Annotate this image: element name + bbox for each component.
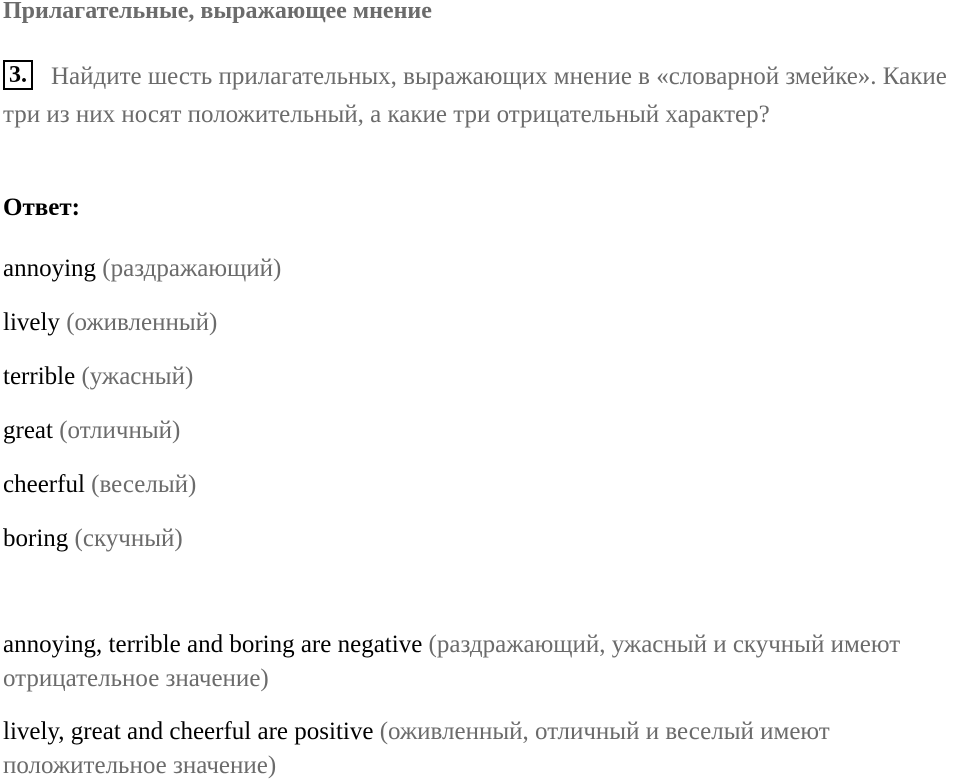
- adjective-list: [3, 250, 281, 574]
- task-block: [3, 58, 957, 134]
- adjective-translation: (скучный): [74, 525, 183, 552]
- adjective-item: [3, 412, 281, 466]
- adjective-translation: (оживленный): [66, 309, 218, 336]
- adjective-item: [3, 250, 281, 304]
- adjective-item: [3, 466, 281, 520]
- task-number-badge: 3.: [3, 60, 33, 90]
- summary-negative-translation: (раздражающий, ужасный и скучный имеют отрицательное значение): [3, 631, 901, 692]
- adjective-item: [3, 520, 281, 574]
- adjective-translation: (отличный): [59, 417, 181, 444]
- adjective-translation: (раздражающий): [102, 255, 282, 282]
- summary-positive-translation: (оживленный, отличный и веселый имеют положительное значение): [3, 718, 830, 779]
- summary-positive: [3, 715, 960, 783]
- summary-negative: [3, 628, 960, 696]
- section-heading: Прилагательные, выражающее мнение: [3, 0, 432, 24]
- adjective-translation: (веселый): [91, 471, 197, 498]
- adjective-english: great: [3, 417, 53, 444]
- summary-positive-english: lively, great and cheerful are positive: [3, 718, 374, 745]
- adjective-english: boring: [3, 525, 69, 552]
- summary-negative-english: annoying, terrible and boring are negative: [3, 631, 423, 658]
- adjective-english: annoying: [3, 255, 97, 282]
- adjective-english: cheerful: [3, 471, 85, 498]
- adjective-item: [3, 304, 281, 358]
- adjective-item: [3, 358, 281, 412]
- answer-label: Ответ:: [3, 194, 80, 221]
- adjective-english: terrible: [3, 363, 76, 390]
- task-text: Найдите шесть прилагательных, выражающих мнение в «словарной змейке». Какие три из них носят положительный, а какие три отрицательный характер?: [3, 63, 947, 128]
- adjective-english: lively: [3, 309, 60, 336]
- adjective-translation: (ужасный): [81, 363, 194, 390]
